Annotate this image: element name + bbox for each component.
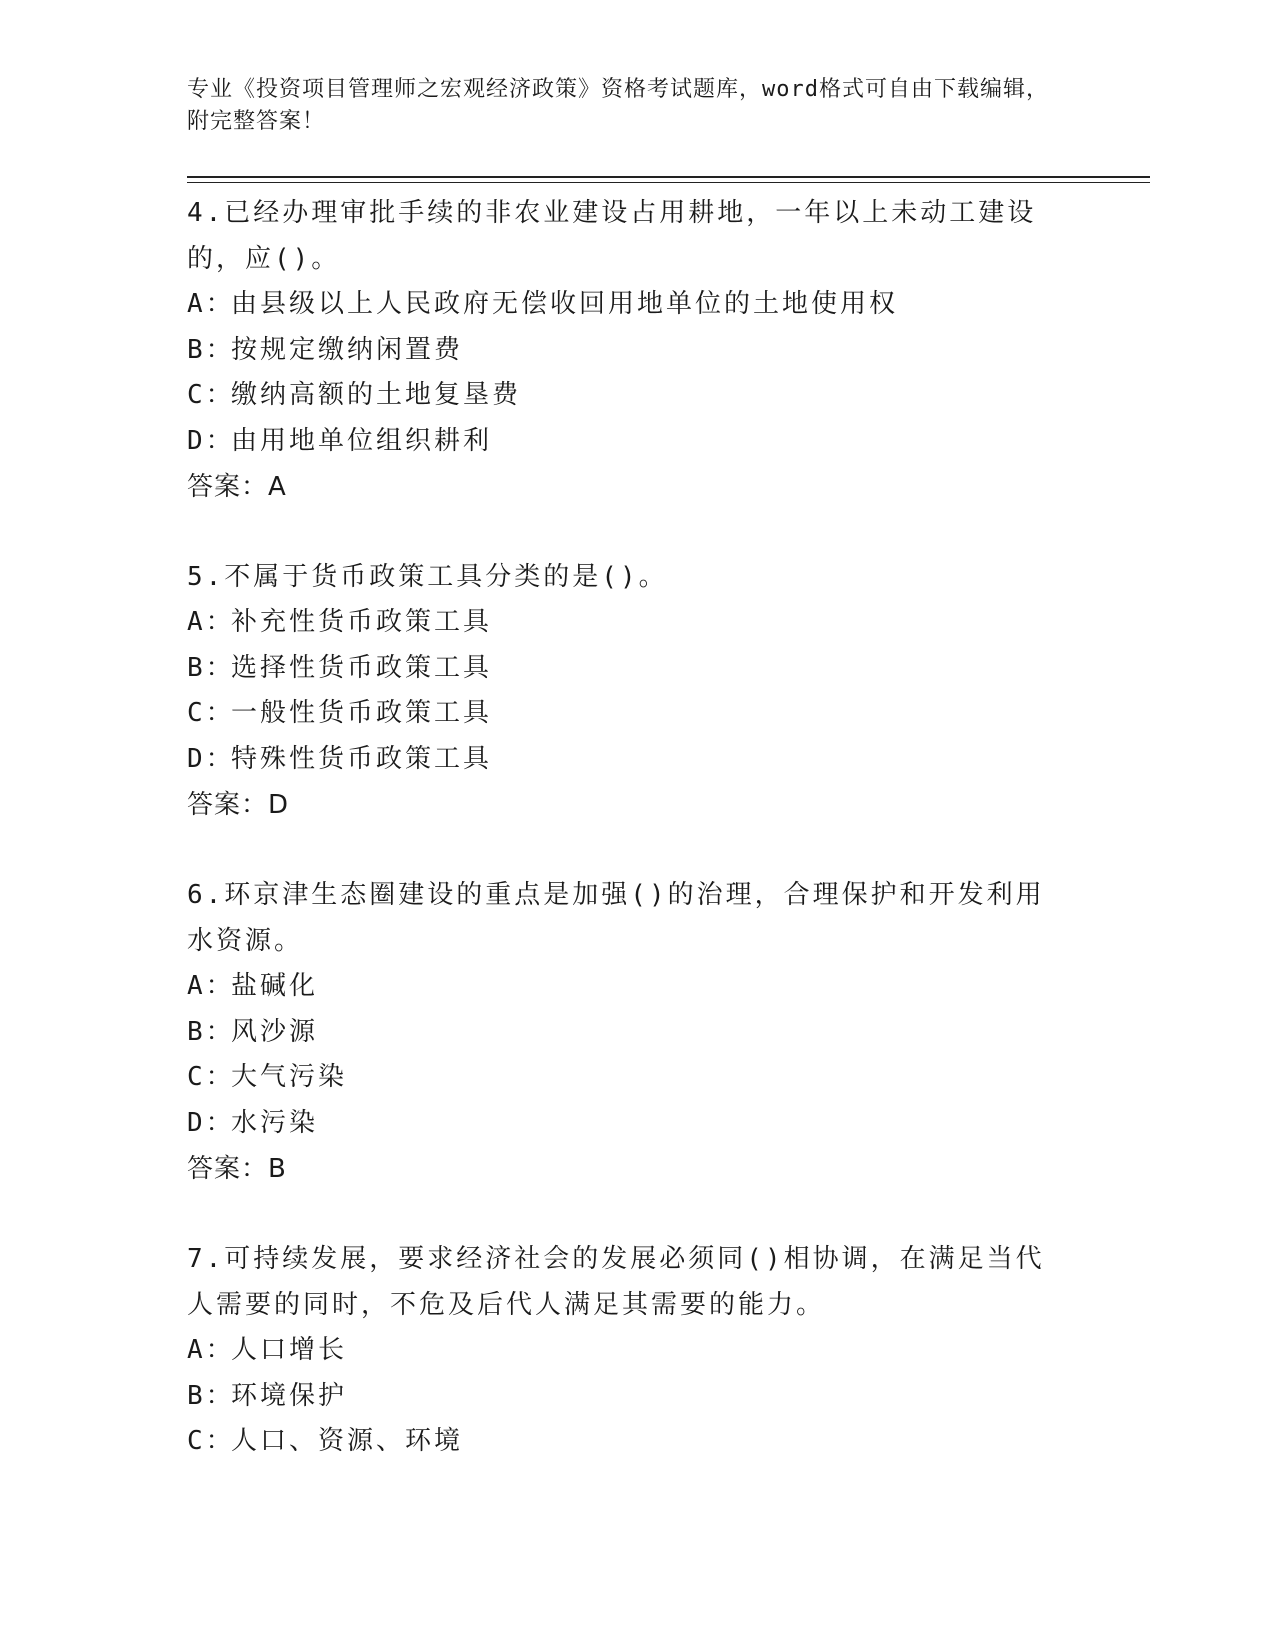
option-c [187, 691, 1087, 737]
option-d [187, 737, 1087, 783]
question-stem: 5.不属于货币政策工具分类的是()。 [187, 562, 668, 592]
option-key: B： [187, 1016, 235, 1047]
option-key: C： [187, 1062, 235, 1092]
question-7 [187, 1236, 1087, 1465]
option-a [187, 1328, 1087, 1374]
option-key: A： [187, 289, 235, 319]
option-text: 由县级以上人民政府无偿收回用地单位的土地使用权 [231, 289, 899, 319]
header-divider-thick [187, 176, 1150, 178]
option-key: A： [187, 971, 235, 1001]
option-c [187, 373, 1087, 419]
option-text: 环境保护 [231, 1380, 348, 1411]
option-text: 按规定缴纳闲置费 [231, 334, 464, 365]
option-text: 缴纳高额的土地复垦费 [231, 380, 522, 410]
question-6 [187, 872, 1087, 1192]
answer-label: 答案：D [187, 790, 290, 820]
option-text: 盐碱化 [231, 971, 319, 1001]
option-c [187, 1055, 1087, 1101]
spacer [187, 828, 1087, 872]
option-text: 由用地单位组织耕利 [231, 425, 493, 456]
option-a [187, 600, 1087, 646]
option-key: D： [187, 425, 235, 456]
header-divider-thin [187, 182, 1150, 183]
option-key: D： [187, 1107, 235, 1138]
option-text: 补充性货币政策工具 [231, 607, 493, 637]
option-text: 大气污染 [231, 1062, 348, 1092]
question-list [187, 190, 1087, 1465]
option-key: B： [187, 1380, 235, 1411]
option-key: C： [187, 1426, 235, 1456]
option-b [187, 1010, 1087, 1056]
option-key: C： [187, 380, 235, 410]
question-5 [187, 554, 1087, 828]
option-text: 特殊性货币政策工具 [231, 743, 493, 774]
document-header: 专业《投资项目管理师之宏观经济政策》资格考试题库，word格式可自由下载编辑，附完整答案！ [187, 77, 1049, 134]
option-key: B： [187, 334, 235, 365]
option-text: 人口增长 [231, 1335, 348, 1365]
answer-label: 答案：A [187, 472, 287, 502]
option-b [187, 328, 1087, 374]
option-b [187, 1374, 1087, 1420]
option-key: D： [187, 743, 235, 774]
option-text: 一般性货币政策工具 [231, 698, 493, 728]
question-stem: 6.环京津生态圈建设的重点是加强()的治理，合理保护和开发利用水资源。 [187, 880, 1045, 956]
option-key: B： [187, 652, 235, 683]
option-text: 选择性货币政策工具 [231, 652, 493, 683]
option-b [187, 646, 1087, 692]
question-4 [187, 190, 1087, 510]
option-key: A： [187, 607, 235, 637]
answer-label: 答案：B [187, 1154, 287, 1184]
option-text: 风沙源 [231, 1016, 319, 1047]
question-stem: 4.已经办理审批手续的非农业建设占用耕地，一年以上未动工建设的，应()。 [187, 198, 1037, 274]
option-a [187, 282, 1087, 328]
option-key: A： [187, 1335, 235, 1365]
option-d [187, 419, 1087, 465]
option-text: 水污染 [231, 1107, 319, 1138]
spacer [187, 510, 1087, 554]
option-d [187, 1101, 1087, 1147]
option-text: 人口、资源、环境 [231, 1426, 464, 1456]
option-key: C： [187, 698, 235, 728]
option-c [187, 1419, 1087, 1465]
spacer [187, 1192, 1087, 1236]
option-a [187, 964, 1087, 1010]
question-stem: 7.可持续发展，要求经济社会的发展必须同()相协调，在满足当代人需要的同时，不危及后代人满足其需要的能力。 [187, 1244, 1045, 1320]
